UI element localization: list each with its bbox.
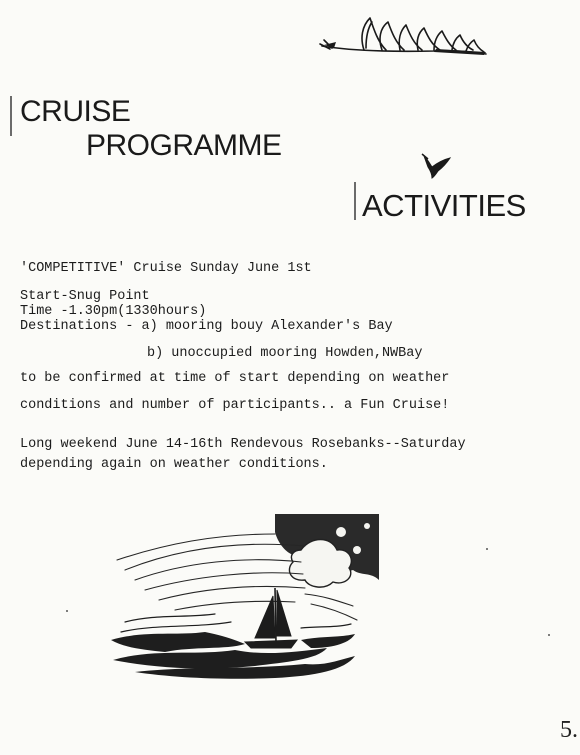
bird-sketch-icon [420, 150, 454, 180]
body-line-start: Start-Snug Point [20, 289, 150, 304]
heading-programme: PROGRAMME [86, 129, 282, 162]
heading-cruise: CRUISE [20, 95, 131, 128]
body-line-conditions: conditions and number of participants.. a Fun Cruise! [20, 398, 450, 413]
heading-rule-right [354, 182, 356, 220]
paper-speck [486, 548, 488, 550]
body-line-long-weekend: Long weekend June 14-16th Rendevous Rosebanks--Saturday [20, 437, 466, 452]
page-number: 5. [560, 717, 578, 743]
heading-rule-left [10, 96, 12, 136]
paper-speck [66, 610, 68, 612]
body-line-time: Time -1.30pm(1330hours) [20, 304, 207, 319]
body-line-weather: depending again on weather conditions. [20, 457, 328, 472]
heading-activities: ACTIVITIES [362, 188, 526, 223]
body-line-competitive-cruise: 'COMPETITIVE' Cruise Sunday June 1st [20, 261, 312, 276]
body-line-destination-b: b) unoccupied mooring Howden,NWBay [147, 346, 423, 361]
sailing-boats-sketch-icon [316, 12, 491, 62]
body-line-destination-a: Destinations - a) mooring bouy Alexander's Bay [20, 319, 393, 334]
paper-speck [548, 634, 550, 636]
body-line-confirmation: to be confirmed at time of start depending on weather [20, 371, 450, 386]
sailing-ship-illustration-icon [105, 510, 385, 680]
